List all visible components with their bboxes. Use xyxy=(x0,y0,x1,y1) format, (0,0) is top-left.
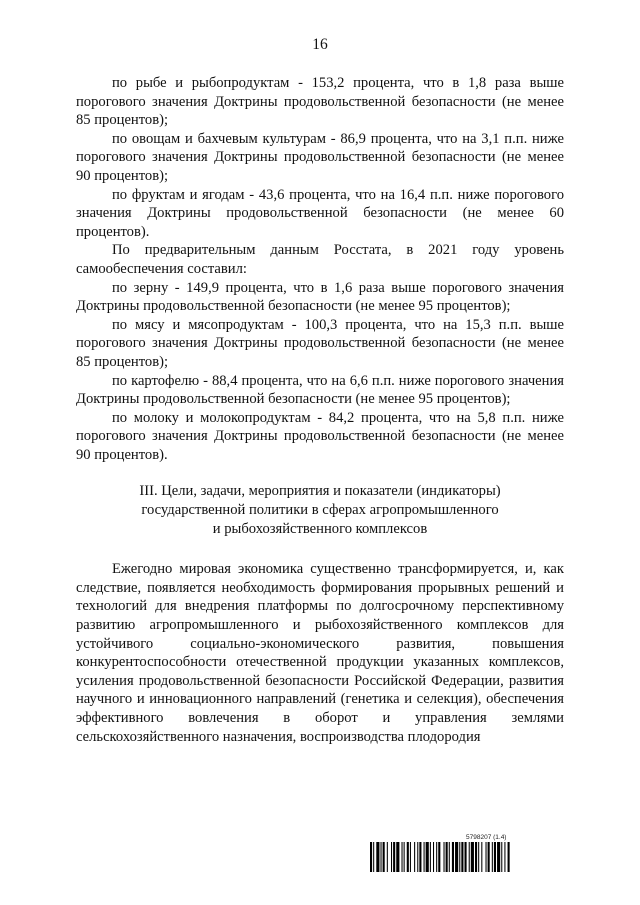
paragraph-closing: Ежегодно мировая экономика существенно трансформируется, и, как следствие, появляется необходимость формирования прорывных решений и технологий для внедрения платформы по долгосрочному перспективному развитию агропромышленного и рыбохозяйственного комплексов для устойчивого социально-экономического развития, повышения конкурентоспособности отечественной продукции указанных комплексов, усиления продовольственной безопасности Российской Федерации, развития научного и инновационного направлений (генетика и селекция), обеспечения эффективного вовлечения в оборот и управления землями сельскохозяйственного назначения, воспроизводства плодородия xyxy=(76,561,564,745)
section-heading xyxy=(76,482,564,538)
section-heading-line-2: государственной политики в сферах агропромышленного xyxy=(141,502,499,519)
paragraph-meat: по мясу и мясопродуктам - 100,3 процента, что на 15,3 п.п. выше порогового значения Доктрины продовольственной безопасности (не менее 85 процентов); xyxy=(76,316,564,370)
section-heading-line-3: и рыбохозяйственного комплексов xyxy=(212,520,428,537)
paragraph-rosstat-intro: По предварительным данным Росстата, в 2021 году уровень самообеспечения составил: xyxy=(76,242,564,277)
paragraph-fruits: по фруктам и ягодам - 43,6 процента, что на 16,4 п.п. ниже порогового значения Доктрины продовольственной безопасности (не менее 60 процентов). xyxy=(76,186,564,240)
paragraph-fish: по рыбе и рыбопродуктам - 153,2 процента, что в 1,8 раза выше порогового значения Доктрины продовольственной безопасности (не менее 85 процентов); xyxy=(76,75,564,129)
section-heading-line-1: III. Цели, задачи, мероприятия и показатели (индикаторы) xyxy=(139,483,501,500)
barcode-icon xyxy=(370,842,570,872)
paragraph-milk: по молоку и молокопродуктам - 84,2 процента, что на 5,8 п.п. ниже порогового значения Доктрины продовольственной безопасности (не менее 90 процентов). xyxy=(76,409,564,463)
document-barcode xyxy=(370,834,570,872)
paragraph-potatoes: по картофелю - 88,4 процента, что на 6,6 п.п. ниже порогового значения Доктрины продовольственной безопасности (не менее 95 процентов); xyxy=(76,372,564,408)
paragraph-grain: по зерну - 149,9 процента, что в 1,6 раза выше порогового значения Доктрины продовольственной безопасности (не менее 95 процентов); xyxy=(76,279,564,315)
document-body xyxy=(76,74,564,746)
page-number: 16 xyxy=(312,36,328,53)
barcode-label: 5798207 (1.4) xyxy=(466,834,507,841)
paragraph-vegetables: по овощам и бахчевым культурам - 86,9 процента, что на 3,1 п.п. ниже порогового значения Доктрины продовольственной безопасности (не менее 90 процентов); xyxy=(76,130,564,184)
